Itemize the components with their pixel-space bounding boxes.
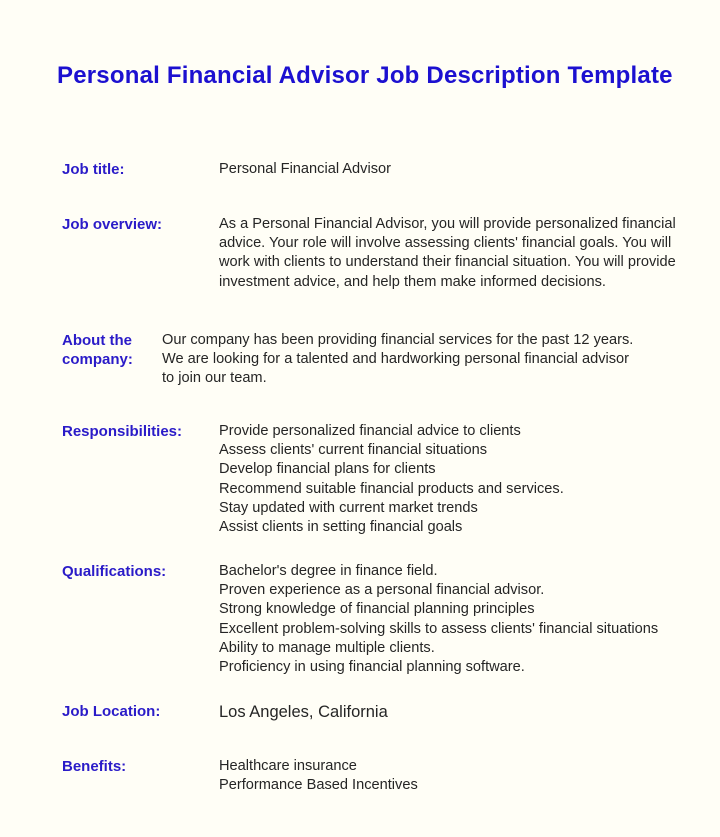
- responsibility-item: Develop financial plans for clients: [219, 461, 436, 478]
- job-overview-line: work with clients to understand their financial situation. You will provide: [219, 254, 676, 271]
- responsibility-item: Assess clients' current financial situations: [219, 442, 488, 459]
- benefit-item: Performance Based Incentives: [219, 777, 418, 794]
- page-title: Personal Financial Advisor Job Description Template: [57, 62, 673, 89]
- job-overview-content: [219, 215, 704, 292]
- benefit-item: Healthcare insurance: [219, 758, 357, 774]
- job-location-value: Los Angeles, California: [219, 703, 388, 721]
- qualification-item: Ability to manage multiple clients.: [219, 639, 435, 656]
- job-title-label: Job title:: [62, 161, 125, 178]
- job-overview-label: Job overview:: [62, 216, 163, 233]
- qualification-item: Proficiency in using financial planning software.: [219, 659, 525, 676]
- about-company-label: About the company:: [62, 332, 133, 368]
- section-about-company: [62, 331, 704, 389]
- job-title-content: [219, 160, 704, 179]
- responsibilities-content: [219, 422, 704, 537]
- about-company-line: We are looking for a talented and hardworking personal financial advisor: [162, 351, 630, 368]
- section-benefits: [62, 757, 704, 795]
- about-company-line: to join our team.: [162, 370, 267, 387]
- qualification-item: Bachelor's degree in finance field.: [219, 563, 438, 579]
- benefits-content: [219, 757, 704, 795]
- qualification-item: Proven experience as a personal financial advisor.: [219, 582, 545, 599]
- qualification-item: Strong knowledge of financial planning principles: [219, 601, 535, 618]
- job-location-label: Job Location:: [62, 703, 161, 720]
- job-overview-line: advice. Your role will involve assessing clients' financial goals. You will: [219, 235, 672, 252]
- job-location-content: [219, 702, 704, 722]
- section-job-overview: [62, 215, 704, 292]
- qualifications-label: Qualifications:: [62, 563, 167, 580]
- responsibility-item: Stay updated with current market trends: [219, 499, 478, 516]
- job-overview-line: As a Personal Financial Advisor, you will provide personalized financial: [219, 216, 676, 232]
- responsibility-item: Assist clients in setting financial goals: [219, 519, 463, 536]
- job-overview-line: investment advice, and help them make informed decisions.: [219, 273, 606, 290]
- qualifications-content: [219, 562, 704, 677]
- responsibilities-label: Responsibilities:: [62, 423, 183, 440]
- about-company-content: [162, 331, 704, 389]
- qualification-item: Excellent problem-solving skills to assess clients' financial situations: [219, 620, 659, 637]
- job-title-value: Personal Financial Advisor: [219, 161, 391, 177]
- about-company-line: Our company has been providing financial services for the past 12 years.: [162, 332, 634, 348]
- section-job-title: [62, 160, 704, 179]
- responsibility-item: Provide personalized financial advice to clients: [219, 423, 521, 439]
- section-qualifications: [62, 562, 704, 677]
- benefits-label: Benefits:: [62, 758, 127, 775]
- responsibility-item: Recommend suitable financial products and services.: [219, 480, 564, 497]
- section-responsibilities: [62, 422, 704, 537]
- section-job-location: [62, 702, 704, 722]
